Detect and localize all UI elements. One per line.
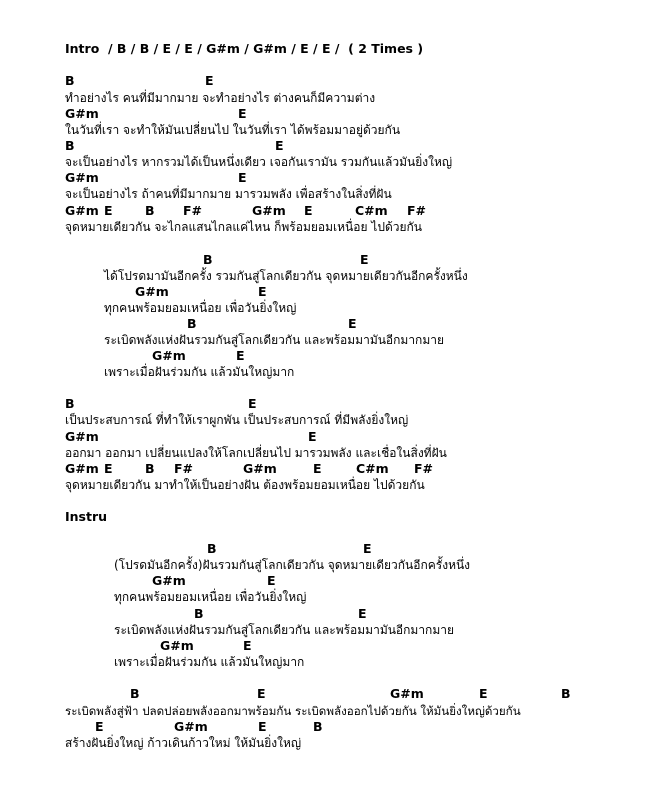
chord: E <box>360 252 369 267</box>
chord: E <box>238 170 247 185</box>
chord: B <box>130 686 140 701</box>
chord: F# <box>414 461 434 476</box>
chord: C#m <box>356 461 389 476</box>
chord: B <box>207 541 217 556</box>
chord: E <box>313 461 322 476</box>
lyric-line: ทำอย่างไร คนที่มีมากมาย จะทำอย่างไร ต่างคนก็มีความต่าง <box>65 91 376 105</box>
chord: E <box>258 284 267 299</box>
lyric-line: (โปรดมันอีกครั้ง)ฝันรวมกันสู่โลกเดียวกัน จุดหมายเดียวกันอีกครั้งหนึ่ง <box>114 558 471 572</box>
chord: G#m <box>390 686 424 701</box>
lyric-line: จุดหมายเดียวกัน มาทำให้เป็นอย่างฝัน ต้องพร้อมยอมเหนื่อย ไปด้วยกัน <box>65 478 425 492</box>
chord: B <box>145 461 155 476</box>
chord: E <box>248 396 257 411</box>
chord: E <box>258 719 267 734</box>
chord: C#m <box>355 203 388 218</box>
lyric-line: ระเบิดพลังแห่งฝันรวมกันสู่โลกเดียวกัน และพร้อมมามันอีกมากมาย <box>104 333 444 347</box>
chord: G#m <box>135 284 169 299</box>
chord: F# <box>183 203 203 218</box>
section-heading: Instru <box>65 509 108 524</box>
chord: G#m <box>152 573 186 588</box>
chord: G#m <box>243 461 277 476</box>
chord: B <box>194 606 204 621</box>
chord: B <box>65 73 75 88</box>
lyric-line: ทุกคนพร้อมยอมเหนื่อย เพื่อวันยิ่งใหญ่ <box>114 590 307 604</box>
chord: B <box>145 203 155 218</box>
chord: B <box>203 252 213 267</box>
chord: F# <box>407 203 427 218</box>
chord: G#m <box>174 719 208 734</box>
chord: E <box>205 73 214 88</box>
chord: B <box>561 686 571 701</box>
chord: E <box>236 348 245 363</box>
lyric-line: ระเบิดพลังสู่ฟ้า ปลดปล่อยพลังออกมาพร้อมกัน ระเบิดพลังออกไปด้วยกัน ให้มันยิ่งใหญ่ด้วยกัน <box>65 704 521 718</box>
chord: E <box>304 203 313 218</box>
chord: E <box>358 606 367 621</box>
chord: G#m <box>252 203 286 218</box>
lyric-line: สร้างฝันยิ่งใหญ่ ก้าวเดินก้าวใหม่ ให้มันยิ่งใหญ่ <box>65 736 302 750</box>
chord: G#m <box>65 461 99 476</box>
lyric-line: ออกมา ออกมา เปลี่ยนแปลงให้โลกเปลี่ยนไป มารวมพลัง และเชื่อในสิ่งที่ฝัน <box>65 446 447 460</box>
lyric-line: เพราะเมื่อฝันร่วมกัน แล้วมันใหญ่มาก <box>114 655 305 669</box>
chord: B <box>187 316 197 331</box>
intro-line: Intro / B / B / E / E / G#m / G#m / E / E / ( 2 Times ) <box>65 41 424 56</box>
chord: G#m <box>152 348 186 363</box>
lyric-line: เป็นประสบการณ์ ที่ทำให้เราผูกพัน เป็นประสบการณ์ ที่มีพลังยิ่งใหญ่ <box>65 413 409 427</box>
chord: G#m <box>65 203 99 218</box>
chord: E <box>348 316 357 331</box>
lyric-line: ทุกคนพร้อมยอมเหนื่อย เพื่อวันยิ่งใหญ่ <box>104 301 297 315</box>
lyric-line: ได้โปรดมามันอีกครั้ง รวมกันสู่โลกเดียวกัน จุดหมายเดียวกันอีกครั้งหนึ่ง <box>104 269 468 283</box>
chord: E <box>104 203 113 218</box>
chord: E <box>479 686 488 701</box>
lyric-line: จะเป็นอย่างไร หากรวมได้เป็นหนึ่งเดียว เจอกันเรามัน รวมกันแล้วมันยิ่งใหญ่ <box>65 155 453 169</box>
chord: E <box>243 638 252 653</box>
lyric-line: จุดหมายเดียวกัน จะไกลแสนไกลแค่ไหน ก็พร้อมยอมเหนื่อย ไปด้วยกัน <box>65 220 422 234</box>
chord: G#m <box>160 638 194 653</box>
chord: G#m <box>65 106 99 121</box>
lyric-line: จะเป็นอย่างไร ถ้าคนที่มีมากมาย มารวมพลัง เพื่อสร้างในสิ่งที่ฝัน <box>65 187 392 201</box>
lyric-line: ระเบิดพลังแห่งฝันรวมกันสู่โลกเดียวกัน และพร้อมมามันอีกมากมาย <box>114 623 454 637</box>
lyric-line: ในวันที่เรา จะทำให้มันเปลี่ยนไป ในวันที่เรา ได้พร้อมมาอยู่ด้วยกัน <box>65 123 401 137</box>
chord: B <box>65 396 75 411</box>
chord: E <box>267 573 276 588</box>
chord: E <box>95 719 104 734</box>
chord: B <box>65 138 75 153</box>
chord: E <box>363 541 372 556</box>
chord: F# <box>174 461 194 476</box>
chord: E <box>308 429 317 444</box>
chord: G#m <box>65 429 99 444</box>
chord: E <box>238 106 247 121</box>
chord: E <box>104 461 113 476</box>
chord: B <box>313 719 323 734</box>
chord: E <box>275 138 284 153</box>
chord: G#m <box>65 170 99 185</box>
chord: E <box>257 686 266 701</box>
lyric-line: เพราะเมื่อฝันร่วมกัน แล้วมันใหญ่มาก <box>104 365 295 379</box>
